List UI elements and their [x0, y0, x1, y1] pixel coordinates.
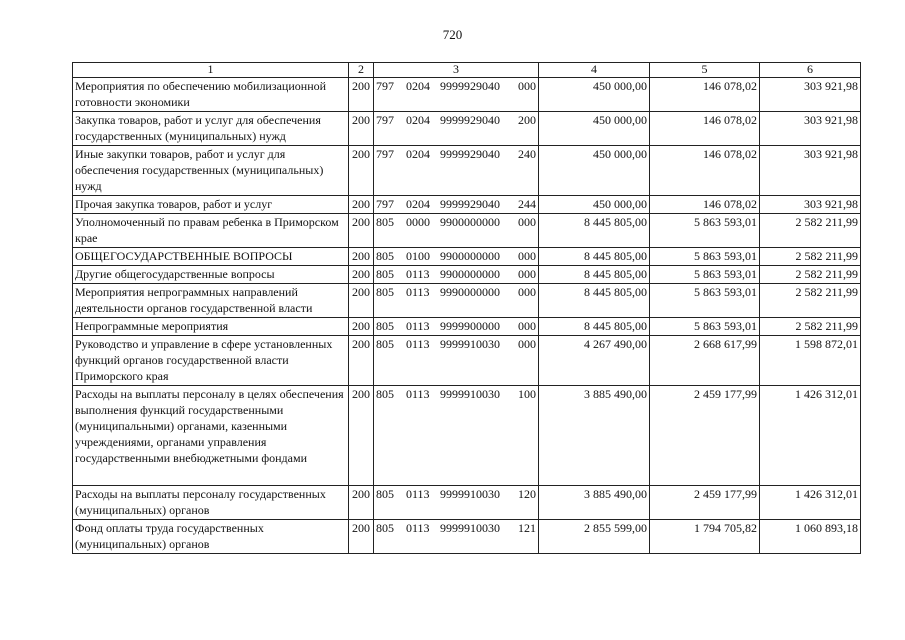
- row-col6-amount: 1 426 312,01: [760, 486, 861, 520]
- row-name: Непрограммные мероприятия: [73, 318, 349, 336]
- header-col-3: 3: [374, 63, 539, 78]
- row-classification-code: [374, 196, 539, 214]
- row-col4-amount: 3 885 490,00: [539, 486, 650, 520]
- row-col5-amount: 2 668 617,99: [650, 336, 760, 386]
- row-expense-type-code: 000: [518, 285, 536, 299]
- row-subsection-code: 0113: [406, 267, 430, 281]
- row-section-code: 805: [376, 319, 394, 333]
- row-col4-amount: 450 000,00: [539, 146, 650, 196]
- row-name: Руководство и управление в сфере установленных функций органов государственной власти Приморского края: [73, 336, 349, 386]
- row-section-code: 805: [376, 267, 394, 281]
- row-article-code: 9999910030: [440, 487, 500, 501]
- row-classification-code: [374, 248, 539, 266]
- row-classification-code: [374, 486, 539, 520]
- row-expense-type-code: 000: [518, 215, 536, 229]
- row-classification-code: [374, 318, 539, 336]
- row-col6-amount: 1 598 872,01: [760, 336, 861, 386]
- row-ministry-code: 200: [349, 336, 374, 386]
- row-subsection-code: 0000: [406, 215, 430, 229]
- row-classification-code: [374, 336, 539, 386]
- row-ministry-code: 200: [349, 214, 374, 248]
- row-name: Расходы на выплаты персоналу в целях обеспечения выполнения функций государственными (муниципальными) органами, казенными учреждениями, органами управления государственными внебюджетными фондами: [73, 386, 349, 486]
- row-name: Иные закупки товаров, работ и услуг для обеспечения государственных (муниципальных) нужд: [73, 146, 349, 196]
- row-ministry-code: 200: [349, 520, 374, 554]
- row-section-code: 805: [376, 285, 394, 299]
- row-subsection-code: 0204: [406, 113, 430, 127]
- row-article-code: 9999910030: [440, 521, 500, 535]
- row-name: Мероприятия непрограммных направлений деятельности органов государственной власти: [73, 284, 349, 318]
- row-ministry-code: 200: [349, 112, 374, 146]
- row-classification-code: [374, 266, 539, 284]
- row-col6-amount: 2 582 211,99: [760, 266, 861, 284]
- row-col5-amount: 146 078,02: [650, 78, 760, 112]
- row-col6-amount: 2 582 211,99: [760, 248, 861, 266]
- row-col6-amount: 2 582 211,99: [760, 318, 861, 336]
- row-ministry-code: 200: [349, 78, 374, 112]
- row-subsection-code: 0204: [406, 197, 430, 211]
- row-ministry-code: 200: [349, 146, 374, 196]
- row-subsection-code: 0100: [406, 249, 430, 263]
- row-name: Фонд оплаты труда государственных (муниципальных) органов: [73, 520, 349, 554]
- row-article-code: 9990000000: [440, 285, 500, 299]
- row-col4-amount: 8 445 805,00: [539, 318, 650, 336]
- row-ministry-code: 200: [349, 196, 374, 214]
- row-name: Закупка товаров, работ и услуг для обеспечения государственных (муниципальных) нужд: [73, 112, 349, 146]
- table-row: [73, 248, 861, 266]
- row-col6-amount: 303 921,98: [760, 78, 861, 112]
- row-classification-code: [374, 520, 539, 554]
- row-expense-type-code: 244: [518, 197, 536, 211]
- row-subsection-code: 0204: [406, 147, 430, 161]
- table-row: [73, 336, 861, 386]
- row-section-code: 797: [376, 113, 394, 127]
- row-col5-amount: 5 863 593,01: [650, 248, 760, 266]
- row-classification-code: [374, 214, 539, 248]
- table-row: [73, 386, 861, 486]
- header-col-6: 6: [760, 63, 861, 78]
- table-row: [73, 146, 861, 196]
- row-expense-type-code: 121: [518, 521, 536, 535]
- row-col4-amount: 8 445 805,00: [539, 266, 650, 284]
- row-classification-code: [374, 386, 539, 486]
- table-row: [73, 266, 861, 284]
- row-col6-amount: 1 426 312,01: [760, 386, 861, 486]
- row-name: Расходы на выплаты персоналу государственных (муниципальных) органов: [73, 486, 349, 520]
- row-subsection-code: 0113: [406, 521, 430, 535]
- row-col4-amount: 4 267 490,00: [539, 336, 650, 386]
- header-col-5: 5: [650, 63, 760, 78]
- row-classification-code: [374, 146, 539, 196]
- row-expense-type-code: 240: [518, 147, 536, 161]
- row-col6-amount: 2 582 211,99: [760, 284, 861, 318]
- row-name: Другие общегосударственные вопросы: [73, 266, 349, 284]
- table-row: [73, 284, 861, 318]
- row-subsection-code: 0113: [406, 319, 430, 333]
- row-subsection-code: 0113: [406, 487, 430, 501]
- row-col5-amount: 146 078,02: [650, 196, 760, 214]
- row-section-code: 805: [376, 521, 394, 535]
- row-col5-amount: 2 459 177,99: [650, 486, 760, 520]
- row-section-code: 805: [376, 387, 394, 401]
- row-classification-code: [374, 284, 539, 318]
- page-number: 720: [442, 27, 463, 42]
- row-expense-type-code: 200: [518, 113, 536, 127]
- row-col5-amount: 5 863 593,01: [650, 266, 760, 284]
- table-row: [73, 112, 861, 146]
- row-col6-amount: 2 582 211,99: [760, 214, 861, 248]
- row-col4-amount: 8 445 805,00: [539, 214, 650, 248]
- row-col4-amount: 8 445 805,00: [539, 248, 650, 266]
- row-col5-amount: 146 078,02: [650, 146, 760, 196]
- row-expense-type-code: 000: [518, 337, 536, 351]
- table-row: [73, 486, 861, 520]
- row-section-code: 797: [376, 197, 394, 211]
- table-row: [73, 196, 861, 214]
- row-col6-amount: 303 921,98: [760, 112, 861, 146]
- row-subsection-code: 0204: [406, 79, 430, 93]
- row-section-code: 797: [376, 79, 394, 93]
- header-col-1: 1: [73, 63, 349, 78]
- header-col-2: 2: [349, 63, 374, 78]
- row-section-code: 805: [376, 337, 394, 351]
- table-row: [73, 520, 861, 554]
- row-article-code: 9900000000: [440, 215, 500, 229]
- row-subsection-code: 0113: [406, 285, 430, 299]
- row-col4-amount: 450 000,00: [539, 112, 650, 146]
- row-article-code: 9999929040: [440, 197, 500, 211]
- row-classification-code: [374, 78, 539, 112]
- row-ministry-code: 200: [349, 486, 374, 520]
- row-expense-type-code: 100: [518, 387, 536, 401]
- row-section-code: 805: [376, 487, 394, 501]
- budget-table: [72, 62, 861, 554]
- table-row: [73, 78, 861, 112]
- row-ministry-code: 200: [349, 248, 374, 266]
- row-col4-amount: 2 855 599,00: [539, 520, 650, 554]
- row-name: Мероприятия по обеспечению мобилизационной готовности экономики: [73, 78, 349, 112]
- row-subsection-code: 0113: [406, 337, 430, 351]
- row-col4-amount: 450 000,00: [539, 78, 650, 112]
- row-col5-amount: 1 794 705,82: [650, 520, 760, 554]
- row-section-code: 797: [376, 147, 394, 161]
- row-expense-type-code: 000: [518, 319, 536, 333]
- row-col5-amount: 5 863 593,01: [650, 284, 760, 318]
- row-ministry-code: 200: [349, 318, 374, 336]
- row-col6-amount: 1 060 893,18: [760, 520, 861, 554]
- header-col-4: 4: [539, 63, 650, 78]
- row-subsection-code: 0113: [406, 387, 430, 401]
- row-ministry-code: 200: [349, 386, 374, 486]
- row-col5-amount: 5 863 593,01: [650, 318, 760, 336]
- row-col4-amount: 8 445 805,00: [539, 284, 650, 318]
- row-name: Прочая закупка товаров, работ и услуг: [73, 196, 349, 214]
- row-col6-amount: 303 921,98: [760, 196, 861, 214]
- row-section-code: 805: [376, 215, 394, 229]
- row-ministry-code: 200: [349, 266, 374, 284]
- row-col6-amount: 303 921,98: [760, 146, 861, 196]
- table-header-row: [73, 63, 861, 78]
- row-article-code: 9999929040: [440, 113, 500, 127]
- row-article-code: 9999929040: [440, 79, 500, 93]
- row-expense-type-code: 120: [518, 487, 536, 501]
- row-col5-amount: 146 078,02: [650, 112, 760, 146]
- row-col4-amount: 450 000,00: [539, 196, 650, 214]
- row-article-code: 9999910030: [440, 387, 500, 401]
- row-col4-amount: 3 885 490,00: [539, 386, 650, 486]
- row-ministry-code: 200: [349, 284, 374, 318]
- row-article-code: 9999910030: [440, 337, 500, 351]
- table-row: [73, 318, 861, 336]
- row-expense-type-code: 000: [518, 79, 536, 93]
- row-col5-amount: 2 459 177,99: [650, 386, 760, 486]
- row-name: ОБЩЕГОСУДАРСТВЕННЫЕ ВОПРОСЫ: [73, 248, 349, 266]
- table-row: [73, 214, 861, 248]
- row-article-code: 9900000000: [440, 267, 500, 281]
- row-col5-amount: 5 863 593,01: [650, 214, 760, 248]
- row-section-code: 805: [376, 249, 394, 263]
- row-expense-type-code: 000: [518, 267, 536, 281]
- row-article-code: 9900000000: [440, 249, 500, 263]
- row-article-code: 9999900000: [440, 319, 500, 333]
- row-article-code: 9999929040: [440, 147, 500, 161]
- row-classification-code: [374, 112, 539, 146]
- row-expense-type-code: 000: [518, 249, 536, 263]
- row-name: Уполномоченный по правам ребенка в Приморском крае: [73, 214, 349, 248]
